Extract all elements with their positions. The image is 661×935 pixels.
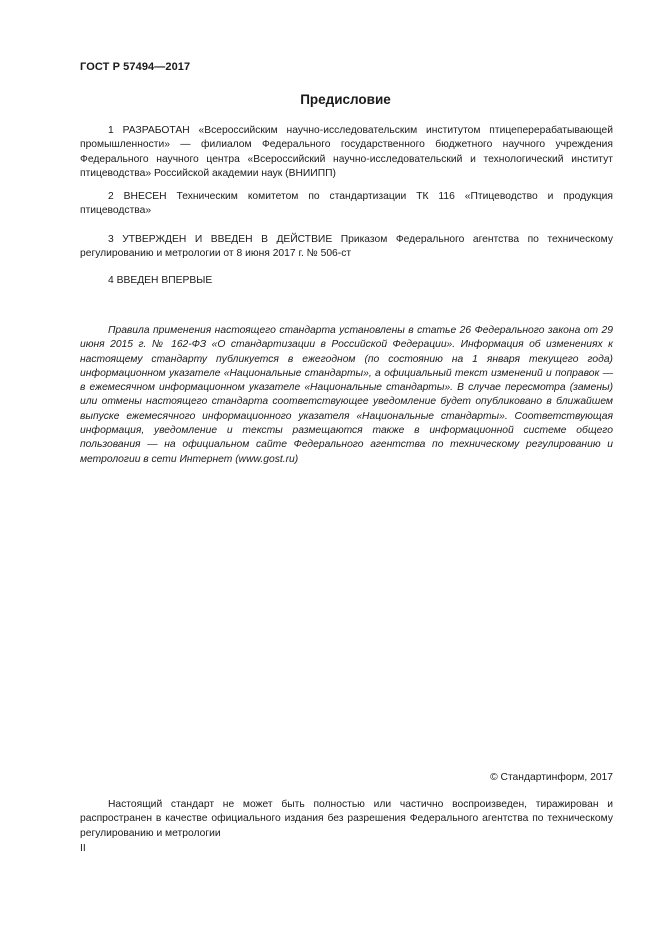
standard-number: ГОСТ Р 57494—2017 <box>80 61 191 73</box>
preface-item-1: 1 РАЗРАБОТАН «Всероссийским научно-исследовательским институтом птицеперерабатывающей промышленности» — филиалом Федерального государственного бюджетного научного учреждения Федерального научного центра «Всероссийский научно-исследовательский и технологический институт птицеводства» Российской академии наук (ВНИИПП) <box>80 125 613 179</box>
preface-item-3: 3 УТВЕРЖДЕН И ВВЕДЕН В ДЕЙСТВИЕ Приказом Федерального агентства по техническому регулированию и метрологии от 8 июня 2017 г. № 506-ст <box>80 234 613 260</box>
preface-title: Предисловие <box>300 92 391 107</box>
application-rules-notice: Правила применения настоящего стандарта установлены в статье 26 Федерального закона от 29 июня 2015 г. № 162-ФЗ «О стандартизации в Российской Федерации». Информация об изменениях к настоящему стандарту публикуется в ежегодном (по состоянию на 1 января текущего года) информационном указателе «Национальные стандарты», а официальный текст изменений и поправок — в ежемесячном информационном указателе «Национальные стандарты». В случае пересмотра (замены) или отмены настоящего стандарта соответствующее уведомление будет опубликовано в ближайшем выпуске ежемесячного информационного указателя «Национальные стандарты». Соответствующая информация, уведомление и тексты размещаются также в информационной системе общего пользования — на официальном сайте Федерального агентства по техническому регулированию и метрологии в сети Интернет (www.gost.ru) <box>80 325 613 465</box>
page-number: II <box>80 843 86 854</box>
copyright: © Стандартинформ, 2017 <box>490 772 613 783</box>
reproduction-restriction: Настоящий стандарт не может быть полностью или частично воспроизведен, тиражирован и распространен в качестве официального издания без разрешения Федерального агентства по техническому регулированию и метрологии <box>80 799 613 839</box>
preface-item-4: 4 ВВЕДЕН ВПЕРВЫЕ <box>108 275 213 286</box>
preface-item-2: 2 ВНЕСЕН Техническим комитетом по стандартизации ТК 116 «Птицеводство и продукция птицеводства» <box>80 191 613 217</box>
